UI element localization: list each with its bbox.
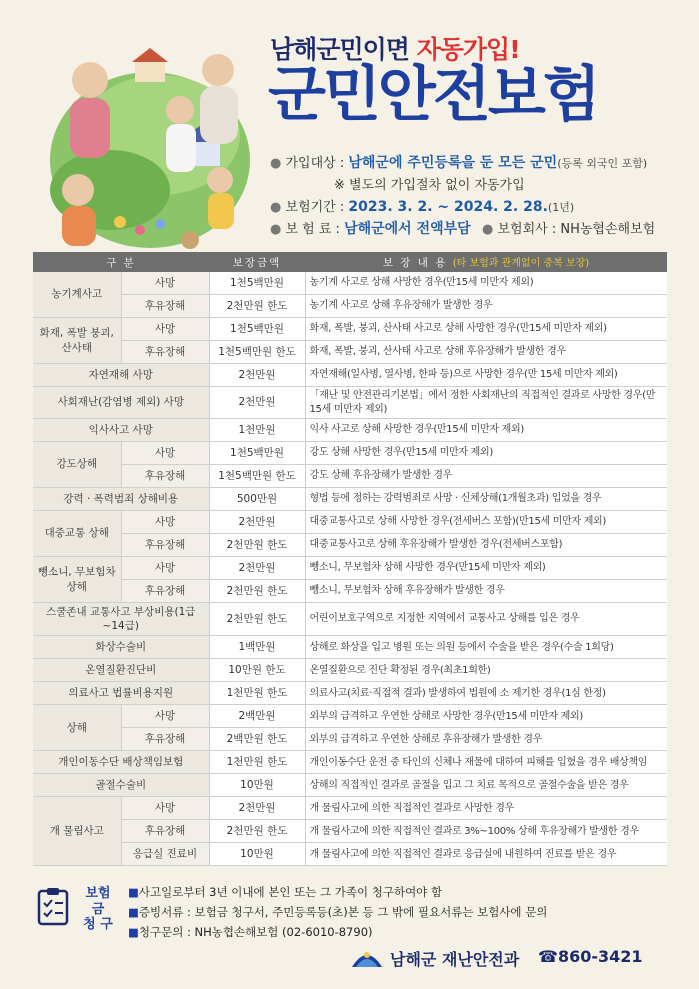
row-amount: 1천5백만원 한도: [209, 465, 305, 488]
row-description: 개인이동수단 운전 중 타인의 신체나 재물에 대하여 피해를 입혔을 경우 배상책임: [305, 751, 667, 774]
row-description: 상해로 화상을 입고 병원 또는 의원 등에서 수술을 받은 경우(수술 1회당): [305, 636, 667, 659]
table-row: [33, 797, 667, 820]
row-description: 익사 사고로 상해 사망한 경우(만15세 미만자 제외): [305, 419, 667, 442]
header-content-note: (타 보험과 관계없이 중복 보장): [452, 258, 590, 269]
row-subcategory: 후유장해: [121, 820, 209, 843]
table-row: [33, 272, 667, 295]
row-amount: 2천만원: [209, 387, 305, 419]
claim-label: 보험금 청 구: [83, 886, 113, 933]
table-row: [33, 820, 667, 843]
row-category: 자연재해 사망: [33, 364, 209, 387]
row-amount: 1천만원: [209, 419, 305, 442]
row-amount: 10만원 한도: [209, 659, 305, 682]
row-description: 뺑소니, 무보험차 상해 사망한 경우(만15세 미만자 제외): [305, 557, 667, 580]
row-amount: 2천만원: [209, 797, 305, 820]
row-amount: 1천5백만원: [209, 318, 305, 341]
row-description: 농기계 사고로 상해 후유장해가 발생한 경우: [305, 295, 667, 318]
table-row: [33, 488, 667, 511]
row-amount: 2천만원 한도: [209, 580, 305, 603]
row-subcategory: 후유장해: [121, 534, 209, 557]
row-category: 화재, 폭발 붕괴, 산사태: [33, 318, 121, 364]
row-description: 의료사고(치료·직접적 결과) 발생하여 법원에 소 제기한 경우(1심 한정): [305, 682, 667, 705]
claim-line: ■사고일로부터 3년 이내에 본인 또는 그 가족이 청구하여야 함: [128, 885, 443, 899]
phone-number: ☎860-3421: [538, 947, 643, 966]
row-amount: 1천5백만원: [209, 442, 305, 465]
row-amount: 2천만원 한도: [209, 534, 305, 557]
row-description: 개 물림사고에 의한 직접적인 결과로 응급실에 내원하여 진료를 받은 경우: [305, 843, 667, 866]
square-bullet-icon: ■: [128, 905, 139, 919]
row-subcategory: 사망: [121, 797, 209, 820]
row-category: 의료사고 법률비용지원: [33, 682, 209, 705]
row-description: 강도 상해 후유장해가 발생한 경우: [305, 465, 667, 488]
subtitle: 남해군민이면 자동가입!: [270, 35, 520, 64]
circle-bullet-icon: ●: [270, 200, 282, 215]
auto-enroll-note: ※ 별도의 가입절차 없이 자동가입: [334, 178, 525, 193]
table-row: [33, 557, 667, 580]
row-category: 강도상해: [33, 442, 121, 488]
header-amount: 보장금액: [209, 252, 305, 272]
square-bullet-icon: ■: [128, 925, 139, 939]
row-subcategory: 후유장해: [121, 295, 209, 318]
header-category: 구 분: [33, 252, 209, 272]
table-row: [33, 774, 667, 797]
table-row: [33, 419, 667, 442]
row-description: 강도 상해 사망한 경우(만15세 미만자 제외): [305, 442, 667, 465]
row-subcategory: 응급실 진료비: [121, 843, 209, 866]
table-row: [33, 341, 667, 364]
table-row: [33, 387, 667, 419]
row-category: 사회재난(감염병 제외) 사망: [33, 387, 209, 419]
table-row: [33, 580, 667, 603]
subscriber-line: ● 가입대상 : 남해군에 주민등록을 둔 모든 군민(등록 외국인 포함): [270, 155, 648, 171]
row-description: 개 물림사고에 의한 직접적인 결과로 3%~100% 상해 후유장해가 발생한 경우: [305, 820, 667, 843]
table-row: [33, 751, 667, 774]
period-line: ● 보험기간 : 2023. 3. 2. ~ 2024. 2. 28.(1년): [270, 199, 575, 215]
row-category: 골절수술비: [33, 774, 209, 797]
square-bullet-icon: ■: [128, 885, 139, 899]
table-row: [33, 318, 667, 341]
page-title: 군민안전보험: [268, 60, 598, 130]
table-row: [33, 364, 667, 387]
row-subcategory: 사망: [121, 557, 209, 580]
row-description: 외부의 급격하고 우연한 상해로 후유장해가 발생한 경우: [305, 728, 667, 751]
table-row: [33, 465, 667, 488]
row-description: 외부의 급격하고 우연한 상해로 사망한 경우(만15세 미만자 제외): [305, 705, 667, 728]
claim-section: [30, 880, 670, 950]
row-description: 화재, 폭발, 붕괴, 산사태 사고로 상해 후유장해가 발생한 경우: [305, 341, 667, 364]
row-category: 개인이동수단 배상책임보험: [33, 751, 209, 774]
row-amount: 2천만원: [209, 364, 305, 387]
coverage-table: [33, 252, 667, 866]
table-row: [33, 534, 667, 557]
row-amount: 10만원: [209, 774, 305, 797]
table-row: [33, 705, 667, 728]
row-description: 어린이보호구역으로 지정한 지역에서 교통사고 상해를 입은 경우: [305, 603, 667, 636]
row-amount: 500만원: [209, 488, 305, 511]
row-description: 자연재해(일사병, 열사병, 한파 등)으로 사망한 경우(만 15세 미만자 제외): [305, 364, 667, 387]
row-subcategory: 사망: [121, 272, 209, 295]
row-subcategory: 후유장해: [121, 728, 209, 751]
row-amount: 2천만원: [209, 511, 305, 534]
row-description: 상해의 직접적인 결과로 골절을 입고 그 치료 목적으로 골절수술을 받은 경우: [305, 774, 667, 797]
row-subcategory: 사망: [121, 318, 209, 341]
row-subcategory: 사망: [121, 705, 209, 728]
row-amount: 2천만원 한도: [209, 603, 305, 636]
header-content: 보 장 내 용 (타 보험과 관계없이 중복 보장): [305, 252, 667, 272]
row-description: 뺑소니, 무보험차 상해 후유장해가 발생한 경우: [305, 580, 667, 603]
row-amount: 1천5백만원: [209, 272, 305, 295]
row-category: 개 물림사고: [33, 797, 121, 866]
row-subcategory: 후유장해: [121, 580, 209, 603]
row-category: 강력 · 폭력범죄 상해비용: [33, 488, 209, 511]
hero-section: [0, 0, 699, 248]
table-row: [33, 442, 667, 465]
circle-bullet-icon: ●: [270, 222, 282, 237]
row-subcategory: 후유장해: [121, 465, 209, 488]
row-amount: 2천만원 한도: [209, 820, 305, 843]
namhae-county-logo: [350, 943, 384, 971]
telephone-icon: ☎: [538, 947, 558, 966]
table-row: [33, 603, 667, 636]
circle-bullet-icon: ●: [270, 156, 282, 171]
table-row: [33, 511, 667, 534]
row-amount: 2백만원 한도: [209, 728, 305, 751]
subtitle-highlight: 자동가입!: [416, 35, 520, 64]
table-row: [33, 659, 667, 682]
row-description: 개 물림사고에 의한 직접적인 결과로 사망한 경우: [305, 797, 667, 820]
premium-line: ● 보 험 료 : 남해군에서 전액부담: [270, 221, 471, 237]
row-category: 상해: [33, 705, 121, 751]
row-category: 농기계사고: [33, 272, 121, 318]
row-description: 「재난 및 안전관리기본법」에서 정한 사회재난의 직접적인 결과로 사망한 경우(만 15세 미만자 제외): [305, 387, 667, 419]
table-row: [33, 682, 667, 705]
table-header-row: [33, 252, 667, 272]
claim-details: [128, 882, 547, 942]
row-category: 스쿨존내 교통사고 부상비용(1급~14급): [33, 603, 209, 636]
row-category: 뺑소니, 무보험차상해: [33, 557, 121, 603]
row-category: 대중교통 상해: [33, 511, 121, 557]
table-row: [33, 728, 667, 751]
clipboard-checklist-icon: [35, 886, 73, 926]
row-subcategory: 사망: [121, 442, 209, 465]
table-row: [33, 295, 667, 318]
family-hill-illustration: [40, 40, 265, 250]
row-category: 온열질환진단비: [33, 659, 209, 682]
claim-line: ■증빙서류 : 보험금 청구서, 주민등록등(초)본 등 그 밖에 필요서류는 보험사에 문의: [128, 905, 548, 919]
row-subcategory: 사망: [121, 511, 209, 534]
insurer-line: ● 보험회사 : NH농협손해보험: [482, 222, 656, 237]
row-description: 화재, 폭발, 붕괴, 산사태 사고로 상해 사망한 경우(만15세 미만자 제외): [305, 318, 667, 341]
row-amount: 2천만원: [209, 557, 305, 580]
row-amount: 2백만원: [209, 705, 305, 728]
row-description: 대중교통사고로 상해 후유장해가 발생한 경우(전세버스포함): [305, 534, 667, 557]
row-amount: 1천만원 한도: [209, 751, 305, 774]
table-row: [33, 636, 667, 659]
row-category: 화상수술비: [33, 636, 209, 659]
row-amount: 10만원: [209, 843, 305, 866]
row-amount: 1백만원: [209, 636, 305, 659]
row-subcategory: 후유장해: [121, 341, 209, 364]
table-row: [33, 843, 667, 866]
row-description: 온열질환으로 진단 확정된 경우(최초1회한): [305, 659, 667, 682]
row-description: 대중교통사고로 상해 사망한 경우(전세버스 포함)(만15세 미만자 제외): [305, 511, 667, 534]
row-category: 익사사고 사망: [33, 419, 209, 442]
row-description: 형법 등에 정하는 강력범죄로 사망 · 신체상해(1개월초과) 입었을 경우: [305, 488, 667, 511]
row-description: 농기계 사고로 상해 사망한 경우(만15세 미만자 제외): [305, 272, 667, 295]
department-name: 남해군 재난안전과: [390, 950, 520, 969]
row-amount: 1천5백만원 한도: [209, 341, 305, 364]
claim-line: ■청구문의 : NH농협손해보험 (02-6010-8790): [128, 925, 373, 939]
circle-bullet-icon: ●: [482, 222, 494, 237]
row-amount: 2천만원 한도: [209, 295, 305, 318]
row-amount: 1천만원 한도: [209, 682, 305, 705]
